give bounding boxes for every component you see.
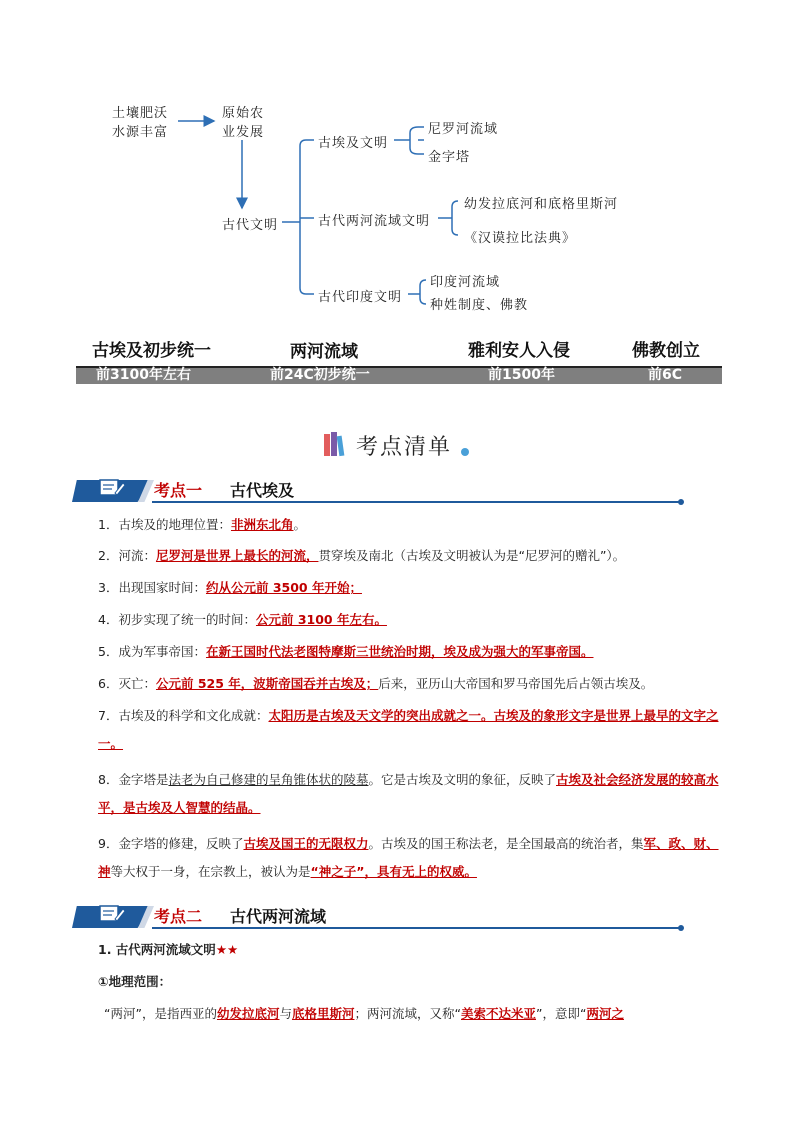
page-heading: 考点清单 [356, 435, 453, 460]
mindmap-cause-line1: 土壤肥沃 [112, 106, 169, 121]
mindmap-meso-a: 幼发拉底河和底格里斯河 [464, 197, 619, 212]
mindmap-egypt: 古埃及文明 [318, 136, 389, 151]
section2-subheading: 1. 古代两河流域文明★★ [98, 942, 239, 957]
rating-stars: ★★ [215, 942, 239, 957]
mindmap-india-a: 印度河流域 [430, 275, 501, 290]
timeline-title-1: 古埃及初步统一 [92, 341, 211, 361]
notepad-icon [98, 904, 126, 924]
timeline-title-2: 两河流域 [290, 342, 358, 362]
mindmap-meso-b: 《汉谟拉比法典》 [464, 231, 577, 246]
section2-title: 古代两河流域 [230, 907, 327, 926]
mindmap-egypt-b: 金字塔 [428, 150, 471, 165]
timeline-title-3: 雅利安人入侵 [468, 341, 570, 361]
section2-rule [152, 927, 680, 929]
list-item: 9．金字塔的修建，反映了古埃及国王的无限权力。古埃及的国王称法老，是全国最高的统治者，集军、政、财、神等大权于一身，在宗教上，被认为是“神之子”，具有无上的权威。 [98, 836, 719, 879]
mindmap-agri-line2: 业发展 [222, 125, 265, 140]
mindmap-india-b: 种姓制度、佛教 [430, 298, 529, 313]
section1-label: 考点一 [154, 481, 203, 500]
section2-paragraph: “两河”，是指西亚的幼发拉底河与底格里斯河；两河流域，又称“美索不达米亚”，意即“两河之 [104, 1006, 624, 1021]
list-item: 4．初步实现了统一的时间：公元前 3100 年左右。 [98, 612, 387, 627]
mindmap-cause-line2: 水源丰富 [112, 125, 169, 140]
timeline-date-3: 前1500年 [488, 367, 555, 383]
section2-banner [72, 900, 682, 930]
list-item: 5．成为军事帝国：在新王国时代法老图特摩斯三世统治时期，埃及成为强大的军事帝国。 [98, 644, 594, 659]
timeline-date-2: 前24C初步统一 [270, 367, 370, 383]
mindmap-egypt-a: 尼罗河流域 [428, 122, 499, 137]
list-item: 2．河流：尼罗河是世界上最长的河流，贯穿埃及南北（古埃及文明被认为是“尼罗河的赠礼”）。 [98, 548, 626, 563]
mindmap-root: 古代文明 [222, 218, 279, 233]
section1-rule [152, 501, 680, 503]
timeline-title-4: 佛教创立 [632, 341, 700, 361]
section1-title: 古代埃及 [230, 481, 295, 500]
section1-banner [72, 474, 682, 504]
list-item: 8．金字塔是法老为自己修建的呈角锥体状的陵墓。它是古埃及文明的象征，反映了古埃及社会经济发展的较高水平，是古埃及人智慧的结晶。 [98, 772, 719, 815]
section2-subheading-scope: ①地理范围： [98, 974, 172, 989]
list-item: 3．出现国家时间：约从公元前 3500 年开始； [98, 580, 362, 595]
heading-dot [461, 448, 469, 456]
mindmap-india: 古代印度文明 [318, 290, 403, 305]
section1-rule-dot [678, 499, 684, 505]
list-item: 1．古埃及的地理位置：非洲东北角。 [98, 517, 306, 532]
books-icon [323, 430, 349, 458]
mindmap-agri-line1: 原始农 [222, 106, 265, 121]
section2-rule-dot [678, 925, 684, 931]
list-item: 6．灭亡：公元前 525 年，波斯帝国吞并古埃及；后来，亚历山大帝国和罗马帝国先后占领古埃及。 [98, 676, 654, 691]
section2-label: 考点二 [154, 907, 203, 926]
notepad-icon [98, 478, 126, 498]
mindmap-connectors [0, 0, 794, 320]
mindmap-meso: 古代两河流域文明 [318, 214, 431, 229]
timeline-date-1: 前3100年左右 [96, 367, 191, 383]
timeline-date-4: 前6C [648, 367, 683, 383]
list-item: 7．古埃及的科学和文化成就：太阳历是古埃及天文学的突出成就之一。古埃及的象形文字是世界上最早的文字之一。 [98, 708, 719, 751]
